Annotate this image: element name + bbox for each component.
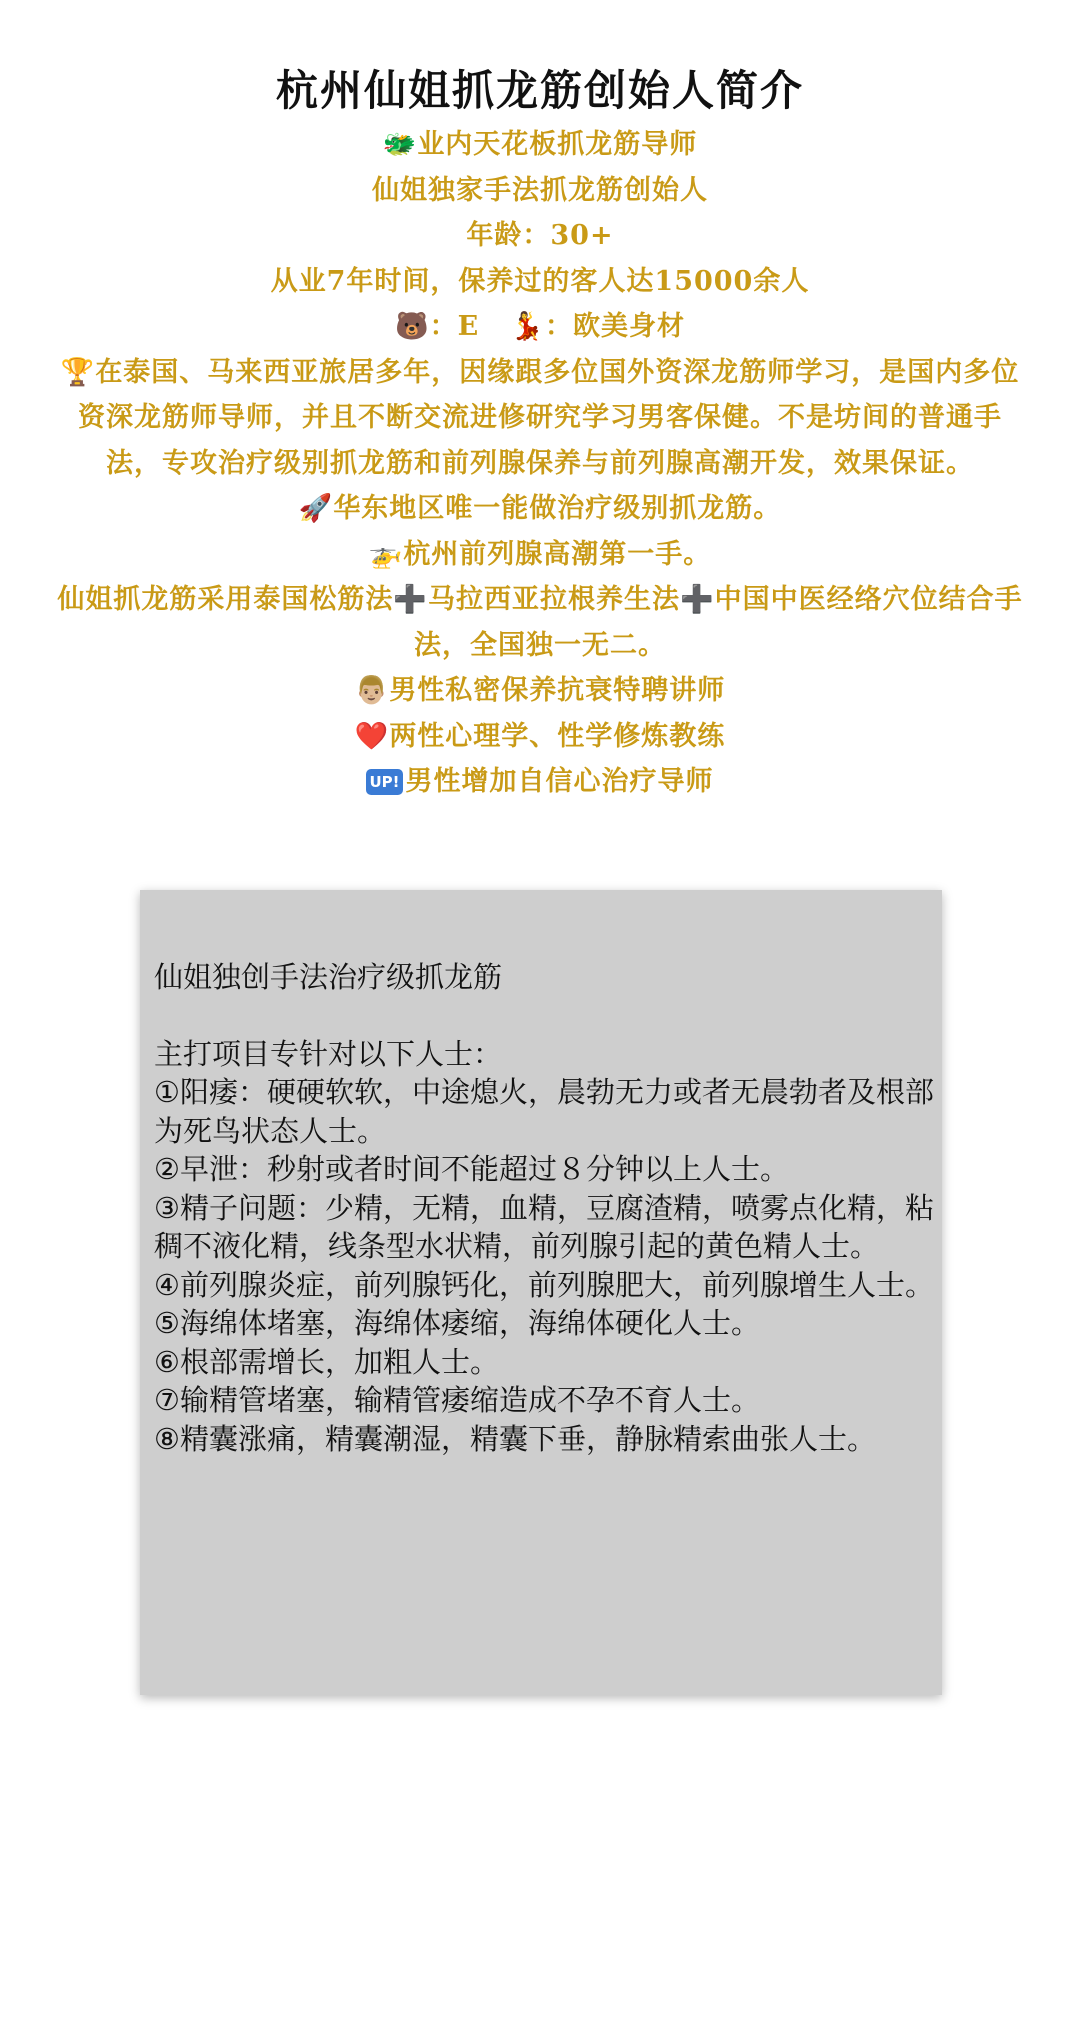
bear-icon: 🐻 — [394, 311, 430, 342]
helicopter-icon: 🚁 — [368, 538, 404, 570]
heart-icon: ❤️ — [354, 720, 390, 752]
intro-line-hangzhou: 🚁杭州前列腺高潮第一手。 — [56, 532, 1024, 578]
trophy-icon: 🏆 — [60, 356, 96, 388]
page-title: 杭州仙姐抓龙筋创始人简介 — [275, 66, 804, 115]
list-item: ②早泄：秒射或者时间不能超过８分钟以上人士。 — [154, 1152, 789, 1186]
card-subtitle: 主打项目专针对以下人士： — [154, 1036, 503, 1071]
card-title: 仙姐独创手法治疗级抓龙筋 — [154, 960, 503, 994]
intro-line-confidence: UP! 男性增加自信心治疗导师 — [56, 759, 1024, 805]
services-card — [140, 890, 942, 1695]
intro-list — [56, 122, 1024, 805]
intro-line-age: 年龄：30+ — [466, 220, 614, 251]
services-card-content — [154, 958, 934, 1458]
dancer-icon: 💃 — [510, 311, 546, 342]
intro-line-figure: 🐻：E 💃：欧美身材 — [56, 304, 1024, 350]
intro-line-mentor: 🐲业内天花板抓龙筋导师 — [56, 122, 1024, 168]
up-icon: UP! — [366, 769, 402, 795]
intro-line-founder: 仙姐独家手法抓龙筋创始人 — [372, 174, 708, 206]
intro-line-coach: ❤️两性心理学、性学修炼教练 — [56, 714, 1024, 760]
services-list — [154, 1073, 934, 1458]
list-item: ⑧精囊涨痛，精囊潮湿，精囊下垂，静脉精索曲张人士。 — [154, 1421, 876, 1456]
intro-line-background: 🏆在泰国、马来西亚旅居多年，因缘跟多位国外资深龙筋师学习，是国内多位资深龙筋师导师，并且不断交流进修研究学习男客保健。不是坊间的普通手法，专攻治疗级别抓龙筋和前列腺保养与前列腺高潮开发，效果保证。 — [56, 350, 1024, 487]
man-icon: 👨🏼 — [354, 675, 390, 706]
list-item: ⑥根部需增长，加粗人士。 — [154, 1344, 499, 1379]
list-item: ③精子问题：少精，无精，血精，豆腐渣精，喷雾点化精，粘稠不液化精，线条型水状精，前列腺引起的黄色精人士。 — [154, 1190, 934, 1263]
list-item: ①阳痿：硬硬软软，中途熄火，晨勃无力或者无晨勃者及根部为死鸟状态人士。 — [154, 1075, 934, 1148]
intro-line-region: 🚀华东地区唯一能做治疗级别抓龙筋。 — [56, 486, 1024, 532]
intro-line-lecturer: 👨🏼男性私密保养抗衰特聘讲师 — [56, 668, 1024, 714]
intro-line-method: 仙姐抓龙筋采用泰国松筋法➕马拉西亚拉根养生法➕中国中医经络穴位结合手法，全国独一无二。 — [57, 584, 1023, 661]
list-item: ④前列腺炎症，前列腺钙化，前列腺肥大，前列腺增生人士。 — [154, 1267, 934, 1302]
rocket-icon: 🚀 — [298, 493, 334, 524]
intro-line-experience: 从业7年时间，保养过的客人达15000余人 — [270, 265, 810, 297]
list-item: ⑤海绵体堵塞，海绵体痿缩，海绵体硬化人士。 — [154, 1306, 760, 1340]
list-item: ⑦输精管堵塞，输精管痿缩造成不孕不育人士。 — [154, 1383, 760, 1417]
dragon-icon: 🐲 — [382, 129, 418, 160]
